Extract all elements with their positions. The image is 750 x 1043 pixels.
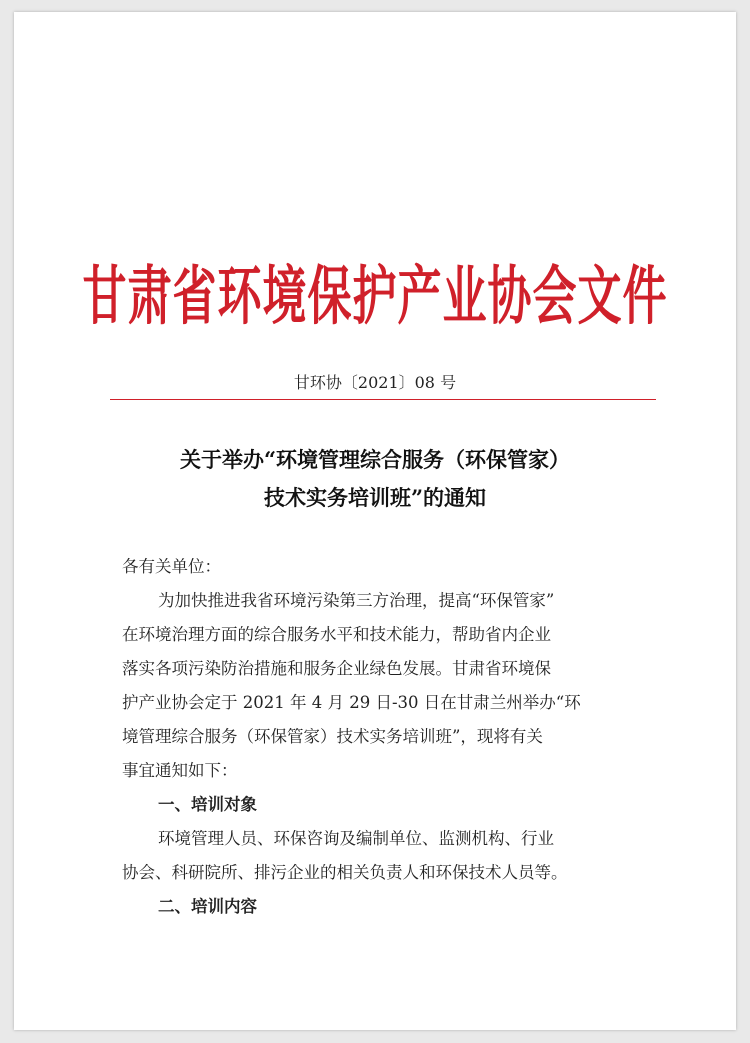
paragraph-line: 护产业协会定于 2021 年 4 月 29 日-30 日在甘肃兰州举办“环 (122, 693, 581, 712)
document-number: 甘环协〔2021〕08 号 (293, 373, 457, 392)
paragraph-line: 事宜通知如下： (122, 761, 238, 780)
notice-title-line-2: 技术实务培训班”的通知 (263, 485, 487, 510)
salutation: 各有关单位： (122, 557, 221, 576)
document-page (14, 12, 736, 1030)
notice-title-line-1: 关于举办“环境管理综合服务（环保管家） (179, 447, 571, 472)
section-text-line: 协会、科研院所、排污企业的相关负责人和环保技术人员等。 (122, 863, 568, 882)
section-text-line: 环境管理人员、环保咨询及编制单位、监测机构、行业 (158, 829, 554, 848)
red-divider (110, 399, 656, 400)
section-heading-training-content: 二、培训内容 (158, 897, 257, 916)
paragraph-line: 境管理综合服务（环保管家）技术实务培训班”，现将有关 (122, 727, 543, 746)
masthead-title: 甘肃省环境保护产业协会文件 (82, 259, 668, 334)
document-body (122, 550, 642, 924)
paragraph-line: 为加快推进我省环境污染第三方治理，提高“环保管家” (158, 591, 555, 610)
paragraph-line: 落实各项污染防治措施和服务企业绿色发展。甘肃省环境保 (122, 659, 551, 678)
paragraph-line: 在环境治理方面的综合服务水平和技术能力，帮助省内企业 (122, 625, 551, 644)
section-heading-training-target: 一、培训对象 (158, 795, 257, 814)
